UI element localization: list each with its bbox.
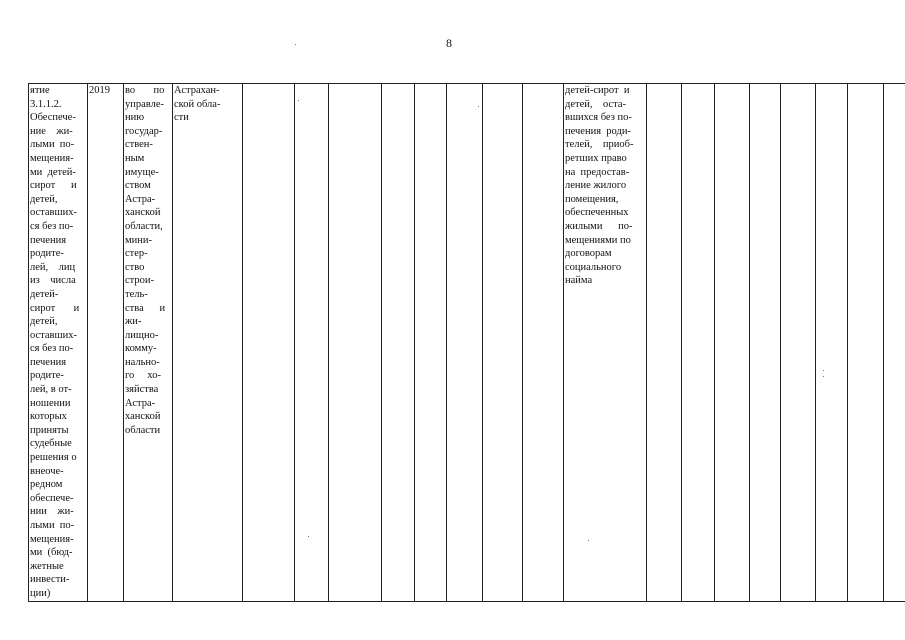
indicator-cell bbox=[564, 84, 647, 602]
empty-cell bbox=[382, 84, 415, 602]
measure-text: ятие 3.1.1.2. Обеспече- ние жи- лыми по- мещения- ми детей- сирот и детей, оставших- ся без по- печения родите- лей, лиц из числа детей- сирот и детей, оставших- ся без по- печения родите- лей, в от- ношении которых приняты судебные решения о внеоче- редном обеспече- нии жи- лыми по- мещения- ми (бюд- жетные инвести- ции) bbox=[30, 85, 80, 599]
executor-cell bbox=[124, 84, 173, 602]
empty-cell bbox=[647, 84, 682, 602]
program-table bbox=[28, 83, 905, 602]
scan-speck bbox=[588, 540, 589, 541]
empty-cell bbox=[523, 84, 564, 602]
empty-cell bbox=[483, 84, 523, 602]
page-number: 8 bbox=[446, 36, 452, 50]
empty-cell bbox=[447, 84, 483, 602]
recipient-cell bbox=[173, 84, 243, 602]
scan-speck bbox=[308, 536, 309, 537]
scan-speck bbox=[298, 100, 299, 101]
scan-speck bbox=[823, 370, 824, 371]
empty-cell bbox=[781, 84, 816, 602]
empty-cell bbox=[816, 84, 848, 602]
year-cell bbox=[88, 84, 124, 602]
recipient-text: Астрахан- ской обла- сти bbox=[174, 85, 221, 124]
indicator-text: детей-сирот и детей, оста- вшихся без по- печения роди- телей, приоб- ретших право на предостав- ление жилого помещения, обеспеченных жилыми по- мещениями по договорам социального найма bbox=[565, 85, 634, 287]
scan-speck bbox=[478, 106, 479, 107]
empty-cell bbox=[243, 84, 295, 602]
empty-cell bbox=[295, 84, 329, 602]
empty-cell bbox=[715, 84, 750, 602]
empty-cell bbox=[682, 84, 715, 602]
scan-speck bbox=[295, 44, 296, 45]
empty-cell bbox=[884, 84, 905, 602]
empty-cell bbox=[750, 84, 781, 602]
measure-cell bbox=[29, 84, 88, 602]
scan-speck bbox=[823, 376, 824, 377]
empty-cell bbox=[848, 84, 884, 602]
empty-cell bbox=[415, 84, 447, 602]
empty-cell bbox=[329, 84, 382, 602]
executor-text: во по управле- нию государ- ствен- ным имуще- ством Астра- ханской области, мини- стер- ство строи- тель- ства и жи- лищно- комму- нально- го хо- зяйства Астра- ханской области bbox=[125, 85, 166, 436]
table-row bbox=[29, 84, 905, 602]
year-text: 2019 bbox=[89, 85, 110, 96]
